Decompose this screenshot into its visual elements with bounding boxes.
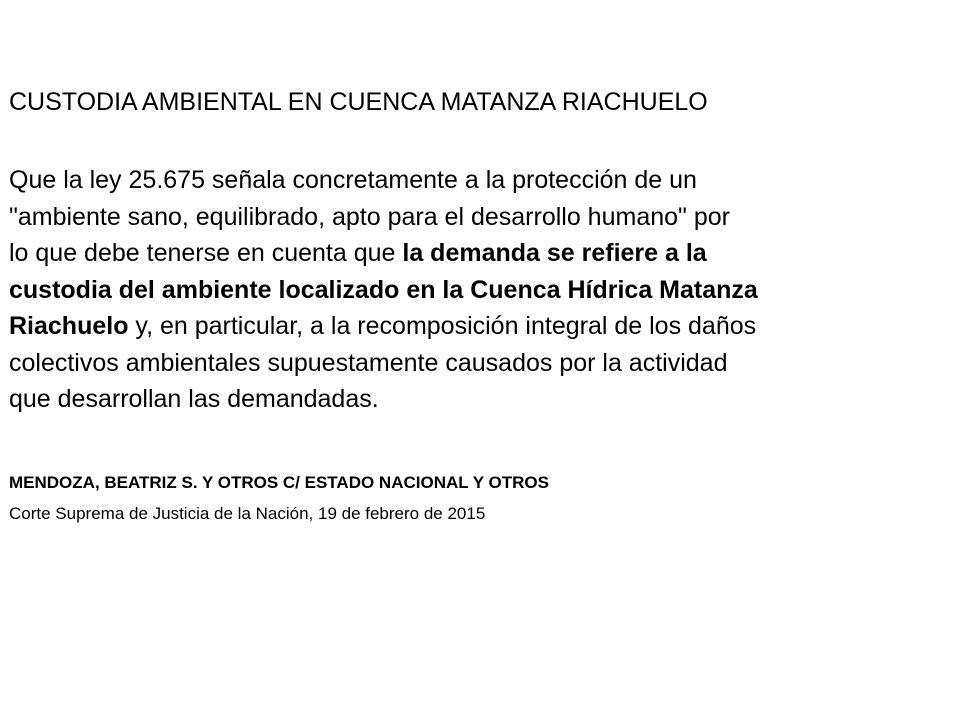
court-info: Corte Suprema de Justicia de la Nación, 19 de febrero de 2015	[9, 504, 486, 523]
paragraph-line-6: colectivos ambientales supuestamente causados por la actividad	[9, 348, 728, 377]
paragraph-line-3-normal: lo que debe tenerse en cuenta que	[9, 239, 403, 267]
paragraph-line-2: "ambiente sano, equilibrado, apto para el desarrollo humano" por	[9, 202, 730, 231]
slide-title: CUSTODIA AMBIENTAL EN CUENCA MATANZA RIACHUELO	[9, 88, 708, 116]
paragraph-line-5	[9, 308, 758, 345]
paragraph-line-5-normal: y, en particular, a la recomposición integral de los daños	[128, 312, 757, 340]
paragraph-line-1: Que la ley 25.675 señala concretamente a la protección de un	[9, 166, 697, 194]
paragraph-line-3-bold: la demanda se refiere a la	[402, 239, 707, 267]
case-name: MENDOZA, BEATRIZ S. Y OTROS C/ ESTADO NACIONAL Y OTROS	[9, 473, 549, 492]
quote-paragraph	[9, 162, 758, 418]
paragraph-line-5-bold: Riachuelo	[9, 312, 129, 340]
paragraph-line-7: que desarrollan las demandadas.	[9, 385, 379, 413]
paragraph-line-4: custodia del ambiente localizado en la Cuenca Hídrica Matanza	[9, 275, 758, 304]
paragraph-line-3	[9, 235, 758, 272]
